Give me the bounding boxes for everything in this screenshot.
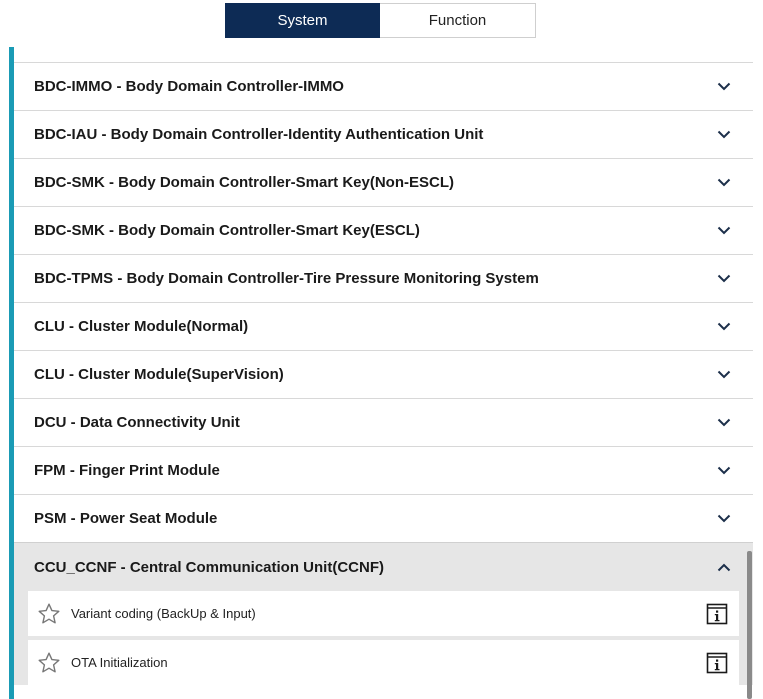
function-list (14, 591, 753, 685)
tab-system[interactable]: System (225, 3, 380, 38)
chevron-down-icon[interactable] (709, 77, 739, 97)
function-item[interactable] (28, 640, 739, 685)
view-tabs (225, 3, 536, 38)
system-row[interactable] (14, 206, 753, 254)
star-outline-icon[interactable] (36, 650, 62, 676)
chevron-down-icon[interactable] (709, 125, 739, 145)
system-label: BDC-TPMS - Body Domain Controller-Tire Pressure Monitoring System (34, 270, 539, 287)
system-row[interactable] (14, 62, 753, 110)
chevron-down-icon[interactable] (709, 365, 739, 385)
system-list (14, 62, 753, 689)
system-label: CLU - Cluster Module(Normal) (34, 318, 249, 335)
chevron-down-icon[interactable] (709, 413, 739, 433)
system-row[interactable] (14, 110, 753, 158)
function-item[interactable] (28, 591, 739, 636)
info-icon[interactable] (705, 602, 729, 626)
chevron-down-icon[interactable] (709, 509, 739, 529)
system-row[interactable] (14, 494, 753, 542)
system-row-expanded[interactable] (14, 542, 753, 591)
chevron-down-icon[interactable] (709, 221, 739, 241)
system-label: CCU_CCNF - Central Communication Unit(CCNF) (34, 558, 384, 576)
system-row[interactable] (14, 254, 753, 302)
system-label: CLU - Cluster Module(SuperVision) (34, 366, 284, 383)
system-label: FPM - Finger Print Module (34, 462, 220, 479)
system-label: BDC-IMMO - Body Domain Controller-IMMO (34, 78, 344, 95)
scrollbar-thumb[interactable] (747, 551, 752, 699)
system-label: BDC-SMK - Body Domain Controller-Smart Key(Non-ESCL) (34, 174, 455, 191)
system-label: BDC-IAU - Body Domain Controller-Identity Authentication Unit (34, 126, 484, 143)
info-icon[interactable] (705, 651, 729, 675)
system-list-panel (9, 47, 753, 699)
system-label: DCU - Data Connectivity Unit (34, 414, 240, 431)
system-row[interactable] (14, 446, 753, 494)
system-row[interactable] (14, 302, 753, 350)
system-row[interactable] (14, 398, 753, 446)
system-label: PSM - Power Seat Module (34, 510, 218, 527)
tab-function[interactable]: Function (380, 3, 536, 38)
chevron-down-icon[interactable] (709, 173, 739, 193)
chevron-up-icon[interactable] (709, 557, 739, 577)
chevron-down-icon[interactable] (709, 317, 739, 337)
system-label: BDC-SMK - Body Domain Controller-Smart Key(ESCL) (34, 222, 420, 239)
function-label: OTA Initialization (71, 655, 168, 670)
system-row[interactable] (14, 158, 753, 206)
chevron-down-icon[interactable] (709, 269, 739, 289)
system-row[interactable] (14, 350, 753, 398)
function-label: Variant coding (BackUp & Input) (71, 606, 256, 621)
star-outline-icon[interactable] (36, 601, 62, 627)
chevron-down-icon[interactable] (709, 461, 739, 481)
